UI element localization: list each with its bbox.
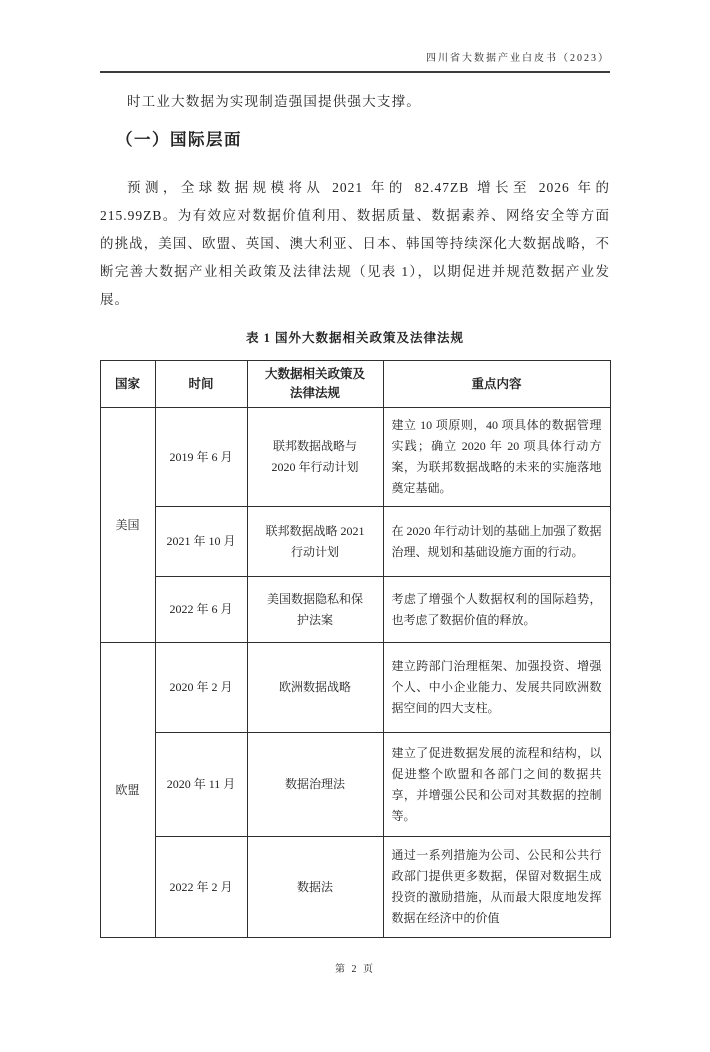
content-cell: 建立跨部门治理框架、加强投资、增强个人、中小企业能力、发展共同欧洲数据空间的四大支柱。 — [383, 643, 610, 733]
policy-cell — [247, 837, 383, 938]
time-cell: 2021 年 10 月 — [155, 507, 247, 577]
table-row — [100, 577, 610, 643]
policy-cell — [247, 408, 383, 507]
time-cell: 2019 年 6 月 — [155, 408, 247, 507]
policy-cell-text: 数据治理法 — [284, 777, 345, 791]
document-page — [0, 48, 710, 1052]
header-title: 四川省大数据产业白皮书（2023） — [426, 53, 610, 64]
table-row — [100, 643, 610, 733]
page-number: 第 2 页 — [335, 964, 375, 975]
page-footer — [0, 960, 710, 975]
column-header-policy — [247, 361, 383, 408]
table-row — [100, 837, 610, 938]
policy-cell — [247, 733, 383, 837]
table-row — [100, 733, 610, 837]
section-heading: （一）国际层面 — [116, 130, 242, 149]
policy-cell-text: 联邦数据战略 2021 行动计划 — [265, 523, 365, 559]
time-cell: 2022 年 2 月 — [155, 837, 247, 938]
intro-paragraph: 时工业大数据为实现制造强国提供强大支撑。 — [127, 94, 421, 109]
policy-cell-text: 联邦数据战略与 2020 年行动计划 — [271, 439, 359, 474]
policy-cell — [247, 507, 383, 577]
policy-table — [100, 360, 611, 938]
country-cell-eu: 欧盟 — [100, 643, 155, 938]
column-header-policy-text: 大数据相关政策及法律法规 — [264, 367, 365, 400]
policy-cell-text: 数据法 — [296, 879, 333, 894]
column-header-country: 国家 — [100, 361, 155, 408]
table-header-row — [100, 361, 610, 408]
table-row — [100, 507, 610, 577]
page-header — [100, 48, 610, 73]
time-cell: 2022 年 6 月 — [155, 577, 247, 643]
time-cell: 2020 年 2 月 — [155, 643, 247, 733]
column-header-time: 时间 — [155, 361, 247, 408]
policy-cell-text: 欧洲数据战略 — [278, 680, 351, 694]
time-cell: 2020 年 11 月 — [155, 733, 247, 837]
content-cell: 通过一系列措施为公司、公民和公共行政部门提供更多数据，保留对数据生成投资的激励措施，从而最大限度地发挥数据在经济中的价值 — [383, 837, 610, 938]
table-caption: 表 1 国外大数据相关政策及法律法规 — [245, 331, 464, 345]
country-cell-usa: 美国 — [100, 408, 155, 643]
content-cell: 考虑了增强个人数据权利的国际趋势，也考虑了数据价值的释放。 — [383, 577, 610, 643]
content-cell: 建立 10 项原则，40 项具体的数据管理实践；确立 2020 年 20 项具体行动方案，为联邦数据战略的未来的实施落地奠定基础。 — [383, 408, 610, 507]
column-header-content: 重点内容 — [383, 361, 610, 408]
content-cell: 在 2020 年行动计划的基础上加强了数据治理、规划和基础设施方面的行动。 — [383, 507, 610, 577]
policy-cell-text: 美国数据隐私和保护法案 — [266, 591, 363, 627]
policy-cell — [247, 577, 383, 643]
content-cell: 建立了促进数据发展的流程和结构，以促进整个欧盟和各部门之间的数据共享，并增强公民和公司对其数据的控制等。 — [383, 733, 610, 837]
policy-cell — [247, 643, 383, 733]
body-paragraph: 预测，全球数据规模将从 2021 年的 82.47ZB 增长至 2026 年的 215.99ZB。为有效应对数据价值利用、数据质量、数据素养、网络安全等方面的挑战，美国、欧盟、英国、澳大利亚、日本、韩国等持续深化大数据战略，不断完善大数据产业相关政策及法律法规（见表 1），以期促进并规范数据产业发展。 — [100, 180, 610, 307]
table-row — [100, 408, 610, 507]
